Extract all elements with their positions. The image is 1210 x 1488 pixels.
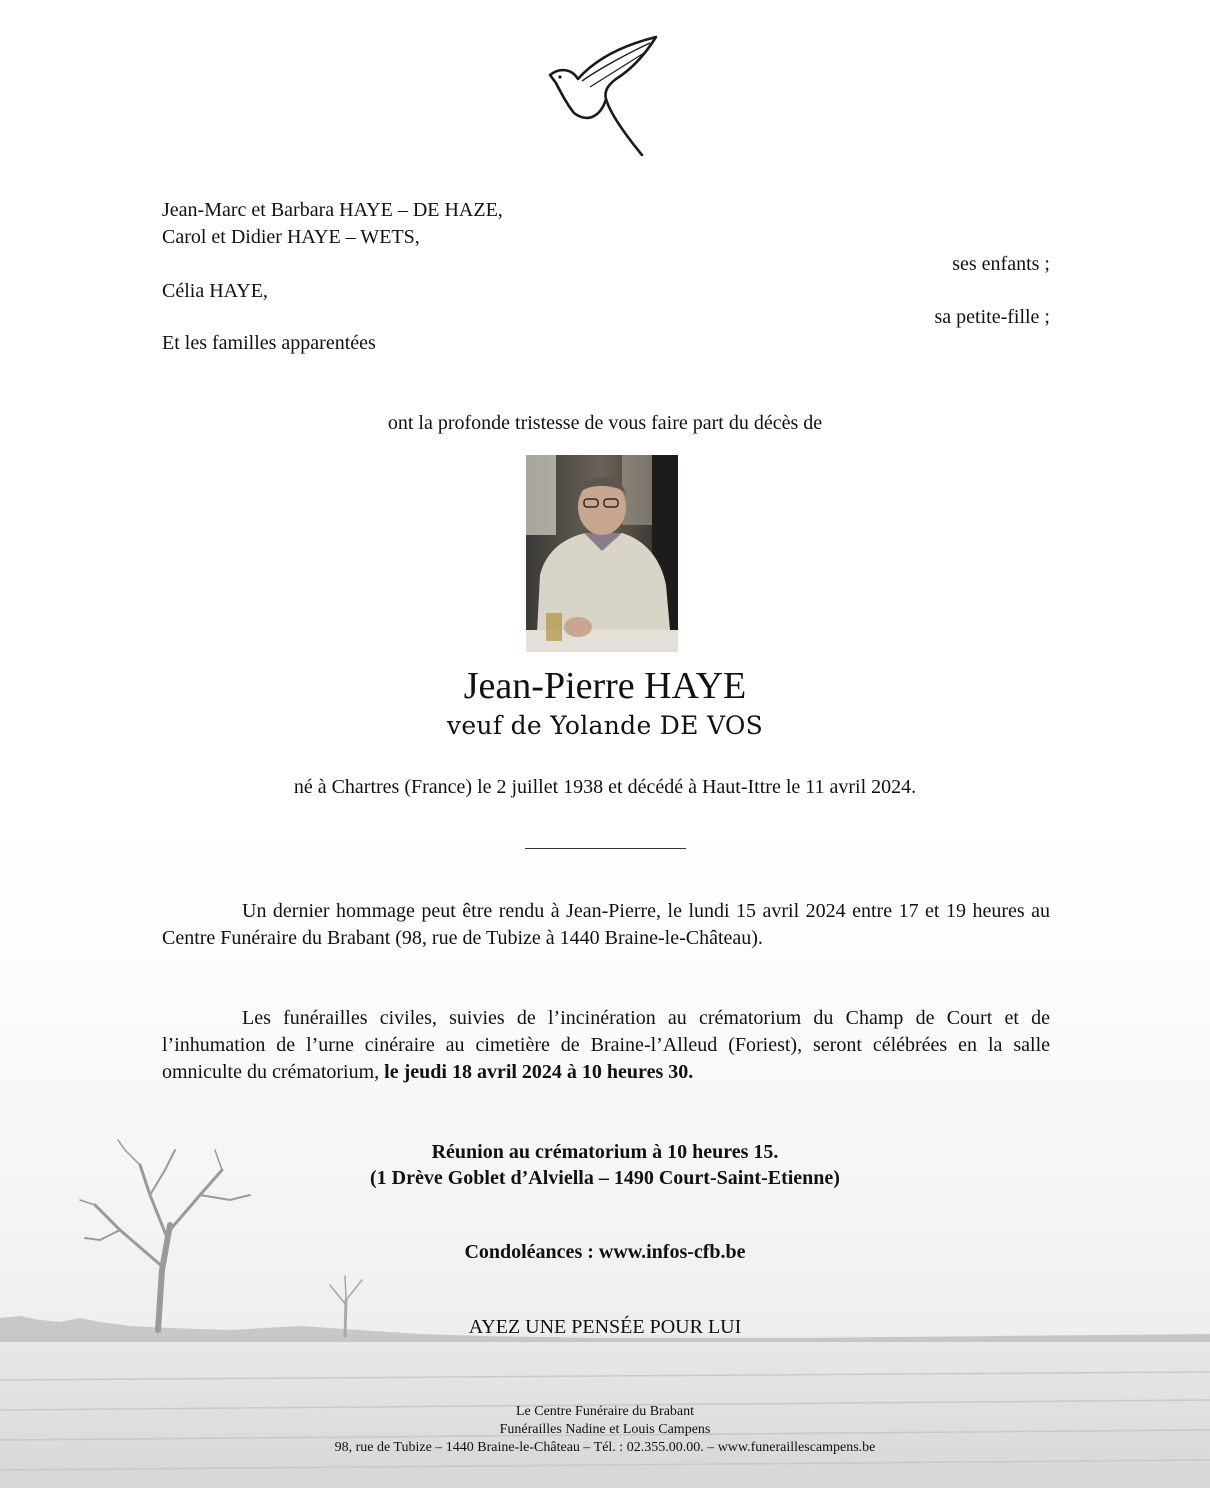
meeting-line-2: (1 Drève Goblet d’Alviella – 1490 Court-Saint-Etienne) — [370, 1167, 840, 1189]
announcement-text: ont la profonde tristesse de vous faire part du décès de — [387, 412, 823, 434]
footer-line-1: Le Centre Funéraire du Brabant — [515, 1404, 695, 1419]
funeral-date: le jeudi 18 avril 2024 à 10 heures 30. — [384, 1061, 694, 1083]
tribute-text: Un dernier hommage peut être rendu à Jean-Pierre, le lundi 15 avril 2024 entre 17 et 19 heures au Centre Funéraire du Brabant (98, rue de Tubize à 1440 Braine-le-Château). — [162, 900, 1050, 949]
closing-text: AYEZ UNE PENSÉE POUR LUI — [468, 1316, 742, 1338]
birth-death-text: né à Chartres (France) le 2 juillet 1938 et décédé à Haut-Ittre le 11 avril 2024. — [293, 776, 917, 798]
tribute-paragraph — [162, 898, 1050, 952]
family-line-3: Célia HAYE, — [162, 280, 268, 302]
family-line-4: Et les familles apparentées — [162, 332, 376, 354]
family-line-1: Jean-Marc et Barbara HAYE – DE HAZE, — [162, 199, 503, 221]
family-line-2: Carol et Didier HAYE – WETS, — [162, 226, 420, 248]
funeral-paragraph — [162, 1005, 1050, 1086]
funeral-text: Les funérailles civiles, suivies de l’incinération au crématorium du Champ de Court et de l’inhumation de l’urne cinéraire au cimetière de Braine-l’Alleud (Foriest), seront célébrées en la salle omniculte du crématorium, — [162, 1007, 1050, 1083]
dove-icon — [546, 33, 662, 159]
footer-line-2: Funérailles Nadine et Louis Campens — [499, 1422, 711, 1437]
condolences-link[interactable]: Condoléances : www.infos-cfb.be — [464, 1241, 746, 1263]
widower-of: veuf de Yolande DE VOS — [446, 711, 764, 740]
divider — [525, 848, 686, 849]
deceased-name: Jean-Pierre HAYE — [463, 665, 747, 707]
portrait-photo — [526, 455, 678, 652]
role-children: ses enfants ; — [952, 253, 1050, 275]
meeting-line-1: Réunion au crématorium à 10 heures 15. — [431, 1141, 779, 1163]
role-granddaughter: sa petite-fille ; — [934, 306, 1050, 328]
footer-line-3: 98, rue de Tubize – 1440 Braine-le-Château – Tél. : 02.355.00.00. – www.funeraillescampens.be — [334, 1440, 876, 1455]
